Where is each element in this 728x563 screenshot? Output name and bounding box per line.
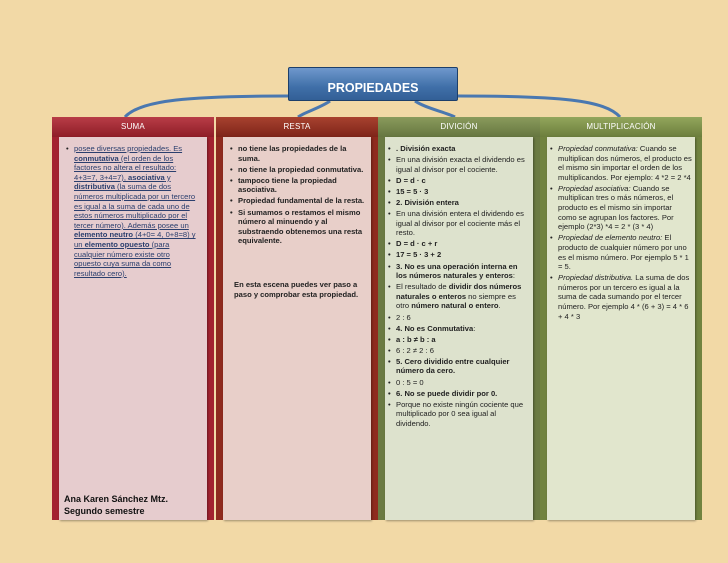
list-item: • no tiene las propiedades de la suma. xyxy=(230,144,368,163)
connector-resta xyxy=(298,101,330,117)
list-item xyxy=(550,184,692,232)
list-item: • . División exacta xyxy=(388,144,528,154)
mult-text: La suma de dos números por un tercero es igual a la suma de cada sumando por el tercer número. Por ejemplo 4 * (6 + 3) = 4 * 6 + 4 * 3 xyxy=(558,273,690,321)
connector-suma xyxy=(125,96,288,117)
list-item: • 2. División entera xyxy=(388,198,528,208)
list-item: • 5. Cero dividido entre cualquier número da cero. xyxy=(388,357,528,376)
mult-text: El producto de cualquier número por uno es el mismo número. Por ejemplo 5 * 1 = 5. xyxy=(558,233,689,272)
suma-text: (4+0= 4, 0+8=8) y un xyxy=(74,230,196,249)
list-item xyxy=(550,144,692,182)
resta-note: En esta escena puedes ver paso a paso y comprobar esta propiedad. xyxy=(234,280,359,299)
suma-text: (el orden de los factores no altera el resultado: 4+3=7, 3+4=7), xyxy=(74,153,177,182)
suma-conmutativa: conmutativa xyxy=(74,153,119,163)
list-item: • D = d · c + r xyxy=(388,239,528,249)
column-header-multiplicacion: MULTIPLICACIÓN xyxy=(540,117,702,137)
mult-label: Propiedad conmutativa: xyxy=(558,144,638,153)
list-item: • 17 = 5 · 3 + 2 xyxy=(388,250,528,260)
list-item xyxy=(388,324,528,334)
list-item xyxy=(66,144,198,278)
list-item: • 0 : 5 = 0 xyxy=(388,378,528,388)
mult-label: Propiedad distributiva. xyxy=(558,273,634,283)
list-item: • 2 : 6 xyxy=(388,313,528,323)
list-item: • Si sumamos o restamos el mismo número al minuendo y al substraendo obtenemos una resta equivalente. xyxy=(230,208,368,246)
author-block xyxy=(64,493,168,517)
list-item xyxy=(550,233,692,271)
author-name: Ana Karen Sánchez Mtz. xyxy=(64,494,169,504)
suma-text: (la suma de dos números multiplicada por un tercero es igual a la suma de cada uno de estos números multiplicado por el tercer número). Además posee un xyxy=(74,182,196,230)
divicion-text: 3. No es una operación interna en los números naturales y enteros xyxy=(396,261,518,281)
column-header-divicion: DIVICIÓN xyxy=(378,117,540,137)
divicion-text: . xyxy=(498,301,501,311)
list-item xyxy=(550,273,692,321)
column-multiplicacion xyxy=(540,117,702,520)
suma-neutro: elemento neutro xyxy=(74,230,134,240)
column-divicion xyxy=(378,117,540,520)
suma-asociativa: asociativa xyxy=(128,172,165,182)
suma-opuesto: elemento opuesto xyxy=(84,239,150,249)
list-item: • a : b ≠ b : a xyxy=(388,335,528,345)
divicion-text: : xyxy=(512,271,516,281)
author-semester: Segundo semestre xyxy=(64,506,145,516)
suma-list xyxy=(66,144,198,280)
suma-text: y xyxy=(164,172,171,182)
multiplicacion-list xyxy=(550,144,692,323)
mult-text: Cuando se multiplican tres o más números, el producto es el mismo sin importar como se agrupan los factores. Por ejemplo (2*3) *4 = 2 * (3 * 4) xyxy=(558,183,674,232)
list-item: • tampoco tiene la propiedad asociativa. xyxy=(230,176,368,195)
mult-label: Propiedad asociativa: xyxy=(558,183,631,193)
connector-multiplicacion xyxy=(458,96,620,117)
connector-divicion xyxy=(415,101,455,117)
list-item: • D = d · c xyxy=(388,176,528,186)
list-item xyxy=(388,282,528,311)
suma-text: posee diversas propiedades. Es xyxy=(74,144,183,153)
divicion-text: : xyxy=(473,323,476,333)
mult-text: Cuando se multiplican dos números, el producto es el mismo sin importar el orden de los multiplicandos. Por ejemplo: 4 *2 = 2 *4 xyxy=(558,144,692,182)
resta-list xyxy=(230,144,368,247)
list-item: • 15 = 5 · 3 xyxy=(388,187,528,197)
suma-text: (para cualquier número existe otro opuesto cuya suma da como resultado cero). xyxy=(74,239,172,278)
divicion-list xyxy=(388,144,528,430)
list-item: • En una división entera el dividendo es igual al divisor por el cociente más el resto. xyxy=(388,209,528,238)
list-item xyxy=(388,262,528,281)
column-header-suma: SUMA xyxy=(52,117,214,137)
divicion-text: El resultado de xyxy=(396,282,449,292)
divicion-text: dividir dos números naturales o enteros xyxy=(396,282,522,301)
list-item: • 6 : 2 ≠ 2 : 6 xyxy=(388,346,528,356)
list-item: • Porque no existe ningún cociente que multiplicado por 0 sea igual al dividendo. xyxy=(388,400,528,429)
list-item: • En una división exacta el dividendo es igual al divisor por el cociente. xyxy=(388,155,528,174)
column-suma xyxy=(52,117,214,520)
divicion-text: número natural o entero xyxy=(411,301,499,311)
divicion-text: no siempre es otro xyxy=(396,291,516,311)
list-item: • 6. No se puede dividir por 0. xyxy=(388,389,528,399)
mult-label: Propiedad de elemento neutro: xyxy=(558,233,663,243)
column-header-resta: RESTA xyxy=(216,117,378,137)
divicion-text: 4. No es Conmutativa xyxy=(396,323,474,333)
list-item: • Propiedad fundamental de la resta. xyxy=(230,196,368,206)
list-item: • no tiene la propiedad conmutativa. xyxy=(230,165,368,175)
diagram-title: PROPIEDADES xyxy=(288,67,458,101)
column-resta xyxy=(216,117,378,520)
suma-distributiva: distributiva xyxy=(74,182,115,192)
